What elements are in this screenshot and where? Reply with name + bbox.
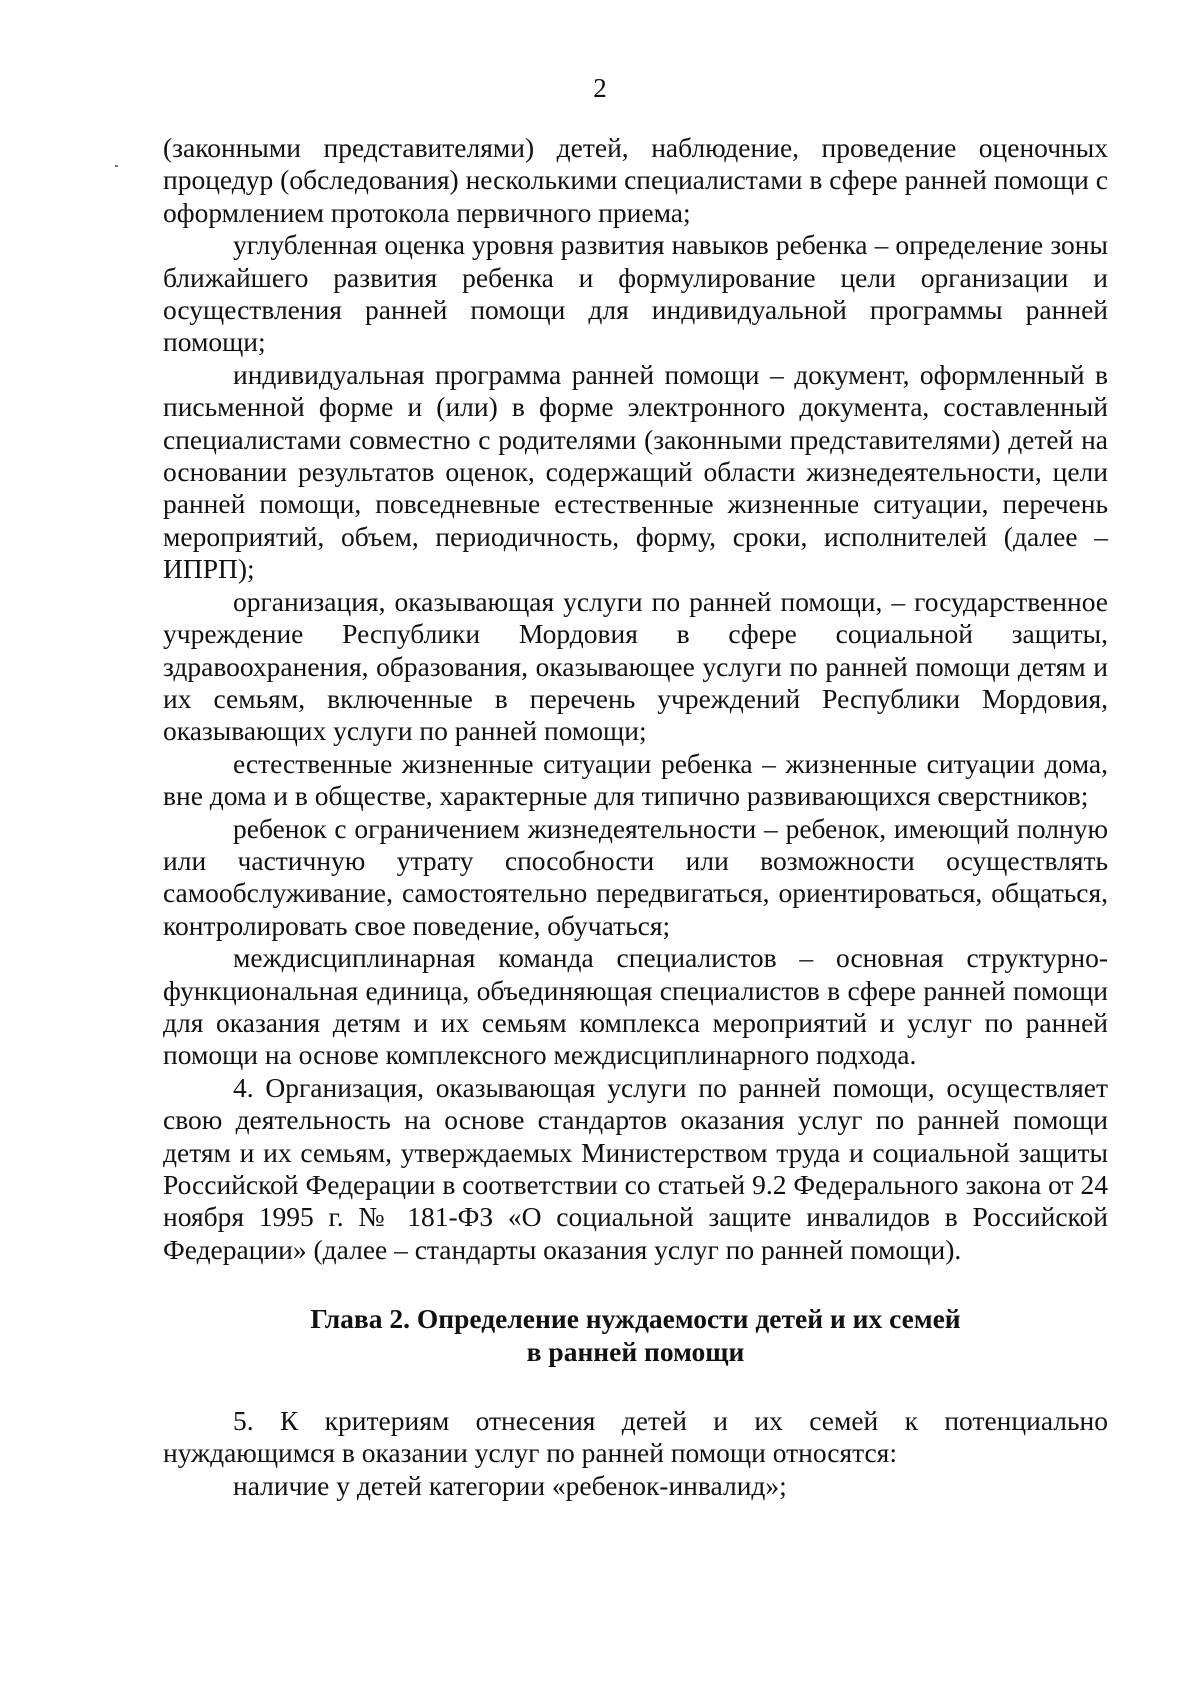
paragraph-item-5: 5. К критериям отнесения детей и их семей к потенциально нуждающимся в оказании услуг по ранней помощи относятся: [163, 1405, 1108, 1469]
paragraph-criterion-disabled-child: наличие у детей категории «ребенок-инвалид»; [233, 1469, 787, 1501]
paragraph-team-definition: междисциплинарная команда специалистов – основная структурно-функциональная единица, объединяющая специалистов в сфере ранней помощи для оказания детям и их семьям комплекса мероприятий и услуг по ранней помощи на основе комплексного междисциплинарного подхода. [163, 942, 1108, 1071]
paragraph-limited-child: ребенок с ограничением жизнедеятельности – ребенок, имеющий полную или частичную утрату способности или возможности осуществлять самообслуживание, самостоятельно передвигаться, ориентироваться, общаться, контролировать свое поведение, обучаться; [163, 812, 1108, 941]
paragraph-iprp-definition: индивидуальная программа ранней помощи – документ, оформленный в письменной форме и (или) в форме электронного документа, составленный специалистами совместно с родителями (законными представителями) детей на основании результатов оценок, содержащий области жизнедеятельности, цели ранней помощи, повседневные естественные жизненные ситуации, перечень мероприятий, объем, периодичность, форму, сроки, исполнителей (далее – ИПРП); [163, 358, 1108, 585]
chapter-heading-line-1: Глава 2. Определение нуждаемости детей и их семей [310, 1303, 961, 1335]
chapter-heading [163, 1303, 1108, 1368]
paragraph-organization-definition: организация, оказывающая услуги по ранней помощи, – государственное учреждение Республики Мордовия в сфере социальной защиты, здравоохранения, образования, оказывающее услуги по ранней помощи детям и их семьям, включенные в перечень учреждений Республики Мордовия, оказывающих услуги по ранней помощи; [163, 585, 1108, 747]
paragraph-deep-assessment: углубленная оценка уровня развития навыков ребенка – определение зоны ближайшего развития ребенка и формулирование цели организации и осуществления ранней помощи для индивидуальной программы ранней помощи; [163, 229, 1108, 358]
chapter-heading-line-2: в ранней помощи [526, 1335, 745, 1367]
paragraph-item-4: 4. Организация, оказывающая услуги по ранней помощи, осуществляет свою деятельность на основе стандартов оказания услуг по ранней помощи детям и их семьям, утверждаемых Министерством труда и социальной защиты Российской Федерации в соответствии со статьей 9.2 Федерального закона от 24 ноября 1995 г. № 181-ФЗ «О социальной защите инвалидов в Российской Федерации» (далее – стандарты оказания услуг по ранней помощи). [163, 1071, 1108, 1265]
page-number: 2 [593, 73, 607, 103]
paragraph-continuation: (законными представителями) детей, наблюдение, проведение оценочных процедур (обследования) несколькими специалистами в сфере ранней помощи с оформлением протокола первичного приема; [163, 132, 1108, 228]
document-body [163, 132, 1108, 1502]
paragraph-natural-situations: естественные жизненные ситуации ребенка – жизненные ситуации дома, вне дома и в обществе, характерные для типично развивающихся сверстников; [163, 747, 1108, 812]
scan-speck [115, 165, 118, 167]
